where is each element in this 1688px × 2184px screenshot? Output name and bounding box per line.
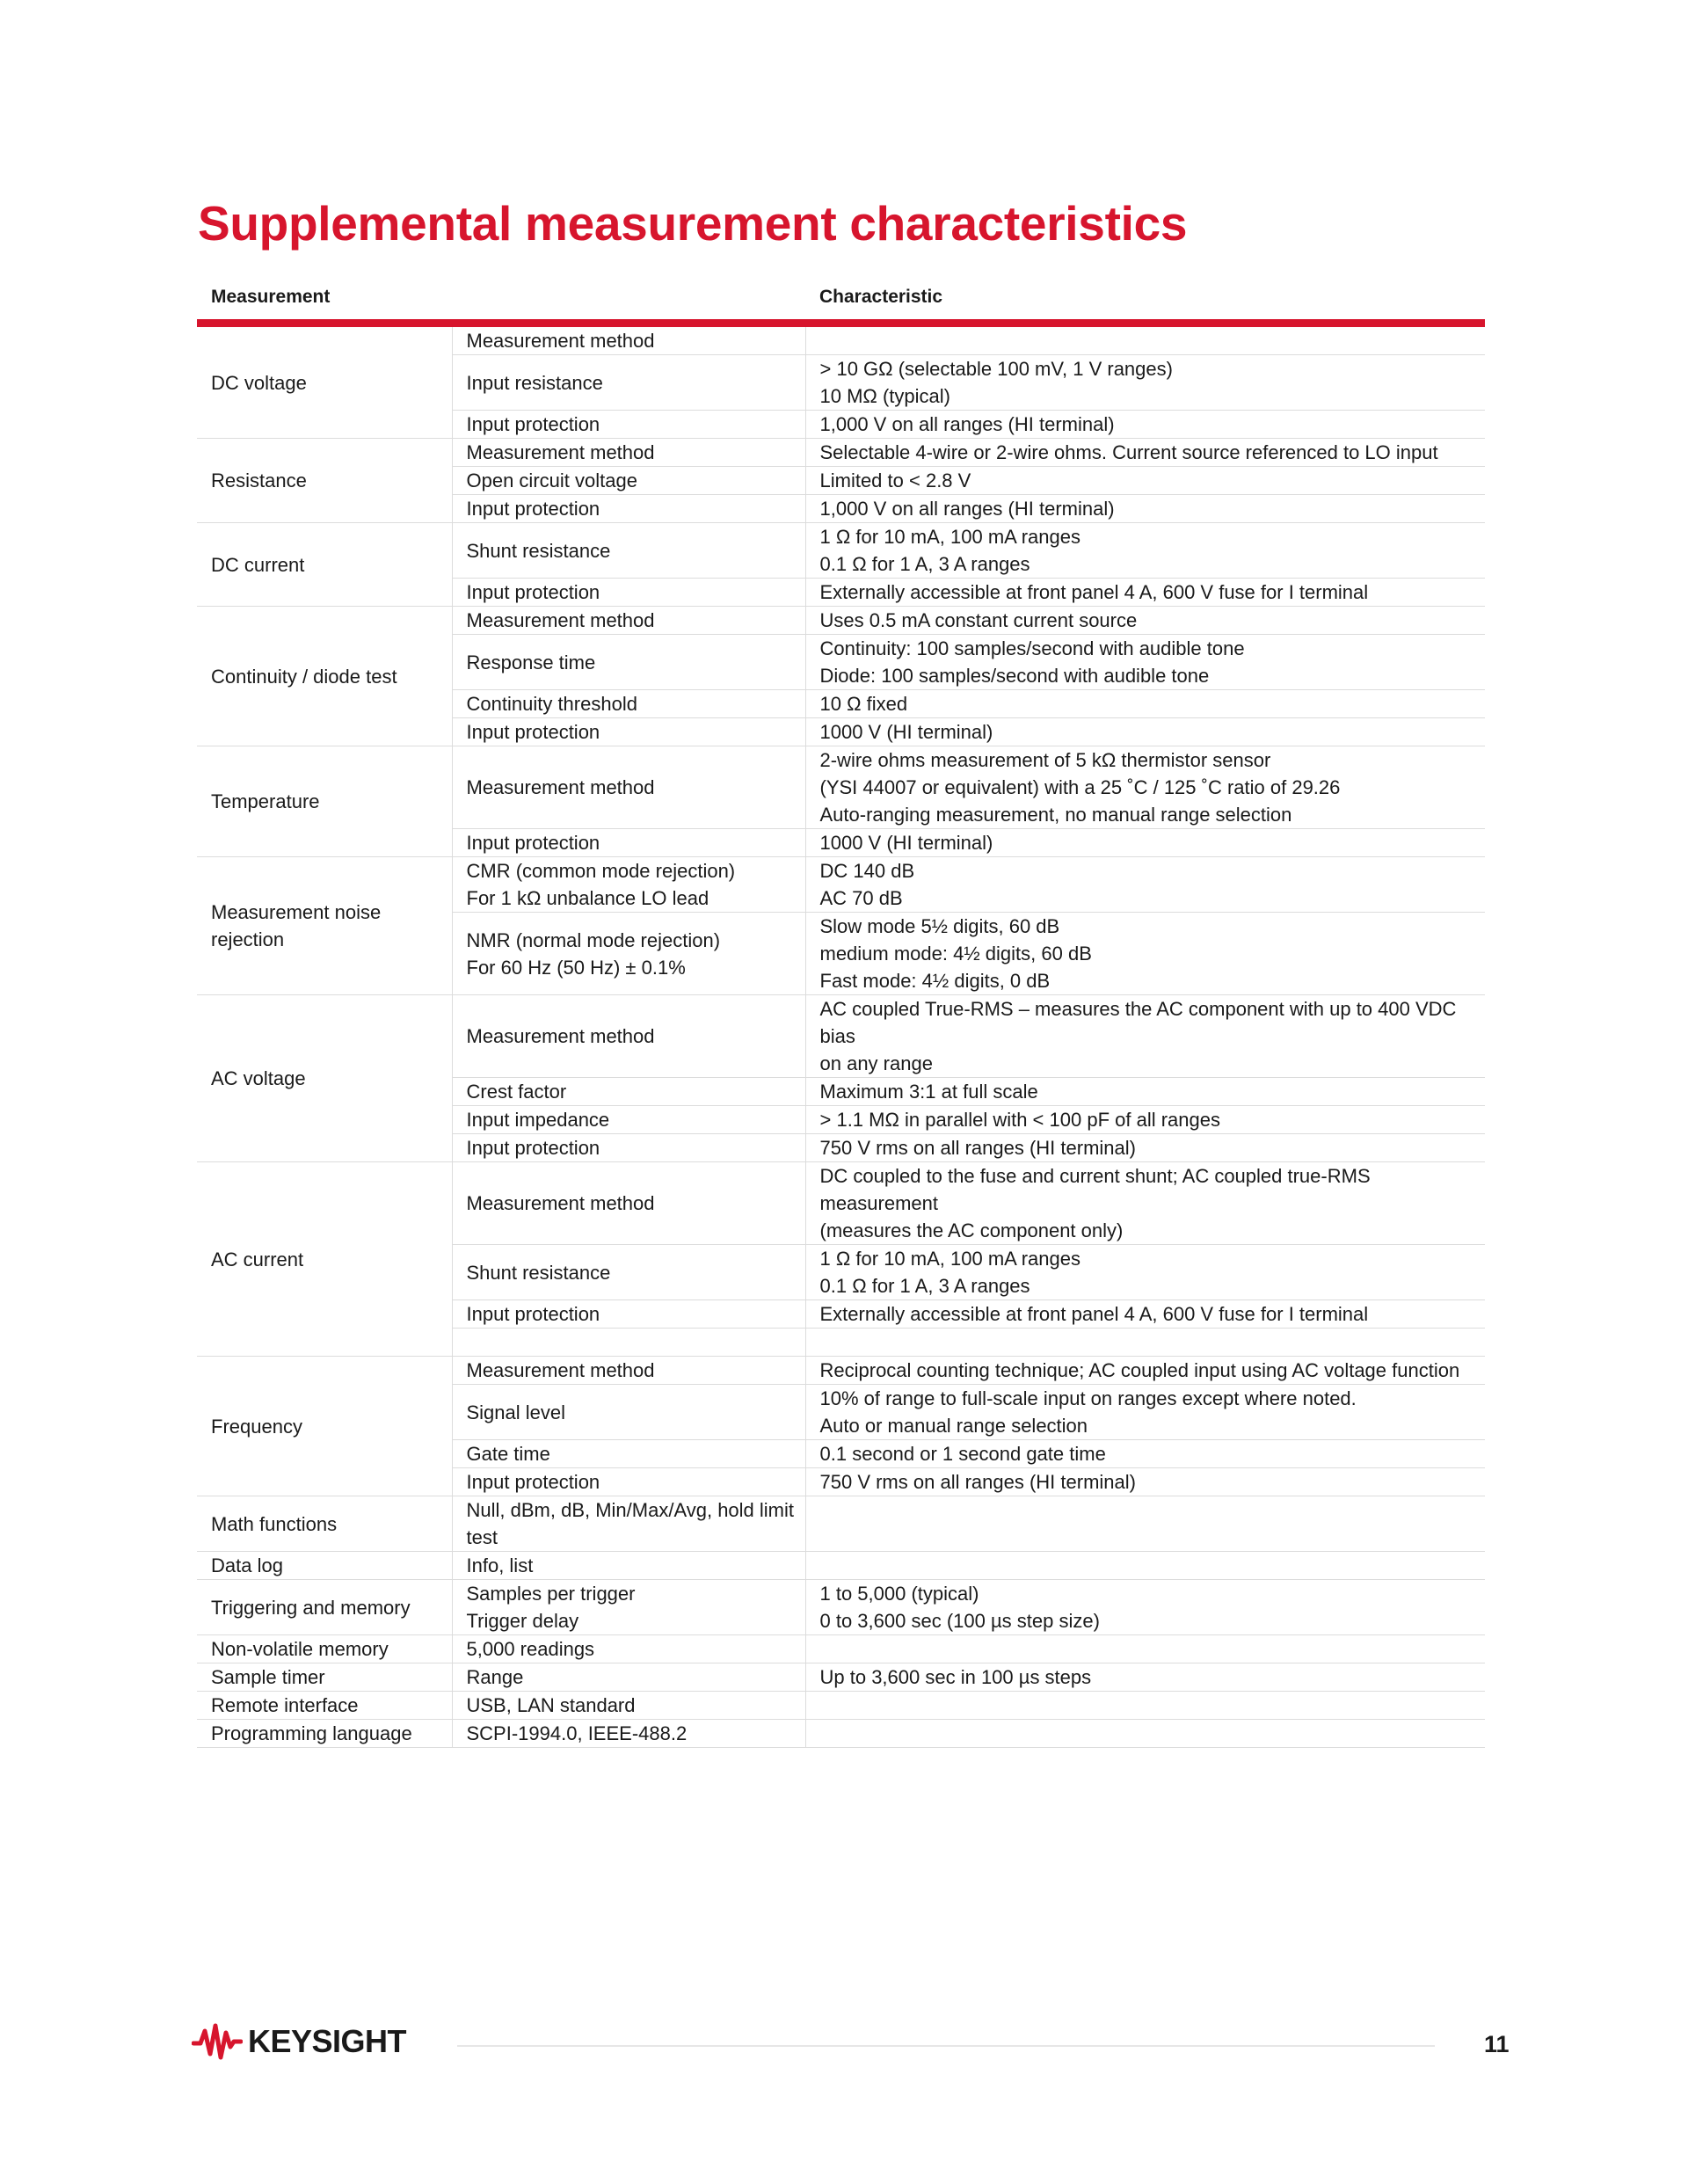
- parameter-cell: 5,000 readings: [452, 1635, 805, 1663]
- characteristic-cell: [805, 1692, 1485, 1720]
- parameter-cell: Open circuit voltage: [452, 467, 805, 495]
- keysight-logo: [192, 2022, 406, 2061]
- table-header-row: [197, 280, 1485, 324]
- characteristic-cell: Maximum 3:1 at full scale: [805, 1078, 1485, 1106]
- characteristic-cell: 1 Ω for 10 mA, 100 mA ranges 0.1 Ω for 1 A, 3 A ranges: [805, 1245, 1485, 1300]
- brand-name: KEYSIGHT: [248, 2023, 407, 2059]
- table-body: [197, 324, 1485, 1748]
- parameter-cell: Signal level: [452, 1385, 805, 1440]
- parameter-cell: Input protection: [452, 1134, 805, 1162]
- characteristic-cell: > 10 GΩ (selectable 100 mV, 1 V ranges) 10 MΩ (typical): [805, 355, 1485, 411]
- table-row: [197, 1692, 1485, 1720]
- measurement-name: Resistance: [197, 439, 452, 523]
- parameter-cell: Input protection: [452, 579, 805, 607]
- measurement-name: AC current: [197, 1162, 452, 1357]
- table-row: [197, 324, 1485, 355]
- table-row: [197, 746, 1485, 829]
- measurement-name: Frequency: [197, 1357, 452, 1496]
- table-row: [197, 857, 1485, 913]
- characteristic-cell: Uses 0.5 mA constant current source: [805, 607, 1485, 635]
- characteristic-cell: 2-wire ohms measurement of 5 kΩ thermistor sensor (YSI 44007 or equivalent) with a 25 ˚C / 125 ˚C ratio of 29.26 Auto-ranging measurement, no manual range selection: [805, 746, 1485, 829]
- parameter-cell: Measurement method: [452, 439, 805, 467]
- parameter-cell: USB, LAN standard: [452, 1692, 805, 1720]
- measurement-name: Programming language: [197, 1720, 452, 1748]
- characteristic-cell: [805, 1552, 1485, 1580]
- parameter-cell: Measurement method: [452, 1357, 805, 1385]
- parameter-cell: Input protection: [452, 1300, 805, 1329]
- parameter-cell: Crest factor: [452, 1078, 805, 1106]
- characteristic-cell: [805, 324, 1485, 355]
- measurement-name: Triggering and memory: [197, 1580, 452, 1635]
- parameter-cell: CMR (common mode rejection) For 1 kΩ unbalance LO lead: [452, 857, 805, 913]
- parameter-cell: [452, 1329, 805, 1357]
- measurement-name: Sample timer: [197, 1663, 452, 1692]
- characteristic-cell: Selectable 4-wire or 2-wire ohms. Current source referenced to LO input: [805, 439, 1485, 467]
- characteristic-cell: 1,000 V on all ranges (HI terminal): [805, 495, 1485, 523]
- parameter-cell: Input protection: [452, 411, 805, 439]
- measurement-name: Data log: [197, 1552, 452, 1580]
- parameter-cell: Input protection: [452, 718, 805, 746]
- measurement-name: AC voltage: [197, 995, 452, 1162]
- table-row: [197, 1663, 1485, 1692]
- keysight-wave-icon: [192, 2022, 243, 2061]
- parameter-cell: Null, dBm, dB, Min/Max/Avg, hold limit test: [452, 1496, 805, 1552]
- characteristic-cell: [805, 1496, 1485, 1552]
- measurement-name: Non-volatile memory: [197, 1635, 452, 1663]
- measurement-name: Remote interface: [197, 1692, 452, 1720]
- parameter-cell: Response time: [452, 635, 805, 690]
- spec-table: [197, 280, 1485, 1748]
- characteristic-cell: [805, 1635, 1485, 1663]
- parameter-cell: Continuity threshold: [452, 690, 805, 718]
- table-row: [197, 439, 1485, 467]
- parameter-cell: Measurement method: [452, 607, 805, 635]
- table-row: [197, 1357, 1485, 1385]
- measurement-name: DC voltage: [197, 324, 452, 439]
- parameter-cell: Shunt resistance: [452, 1245, 805, 1300]
- parameter-cell: Input protection: [452, 495, 805, 523]
- characteristic-cell: Up to 3,600 sec in 100 µs steps: [805, 1663, 1485, 1692]
- characteristic-cell: 10 Ω fixed: [805, 690, 1485, 718]
- parameter-cell: Measurement method: [452, 995, 805, 1078]
- table-row: [197, 1635, 1485, 1663]
- parameter-cell: Input impedance: [452, 1106, 805, 1134]
- characteristic-cell: DC 140 dB AC 70 dB: [805, 857, 1485, 913]
- header-spacer: [452, 280, 805, 324]
- table-row: [197, 1162, 1485, 1245]
- table-row: [197, 1720, 1485, 1748]
- characteristic-cell: 1,000 V on all ranges (HI terminal): [805, 411, 1485, 439]
- parameter-cell: Input resistance: [452, 355, 805, 411]
- characteristic-cell: Externally accessible at front panel 4 A, 600 V fuse for I terminal: [805, 579, 1485, 607]
- characteristic-cell: > 1.1 MΩ in parallel with < 100 pF of all ranges: [805, 1106, 1485, 1134]
- measurement-name: DC current: [197, 523, 452, 607]
- characteristic-cell: 0.1 second or 1 second gate time: [805, 1440, 1485, 1468]
- characteristic-cell: 10% of range to full-scale input on ranges except where noted. Auto or manual range selection: [805, 1385, 1485, 1440]
- header-characteristic: Characteristic: [805, 280, 1485, 324]
- page-title: Supplemental measurement characteristics: [198, 196, 1188, 251]
- page-number: 11: [1484, 2031, 1510, 2057]
- characteristic-cell: [805, 1720, 1485, 1748]
- characteristic-cell: 1 to 5,000 (typical) 0 to 3,600 sec (100 µs step size): [805, 1580, 1485, 1635]
- parameter-cell: Measurement method: [452, 1162, 805, 1245]
- characteristic-cell: 1000 V (HI terminal): [805, 829, 1485, 857]
- characteristic-cell: Continuity: 100 samples/second with audible tone Diode: 100 samples/second with audible tone: [805, 635, 1485, 690]
- characteristic-cell: 750 V rms on all ranges (HI terminal): [805, 1134, 1485, 1162]
- measurement-name: Continuity / diode test: [197, 607, 452, 746]
- measurement-name: Measurement noise rejection: [197, 857, 452, 995]
- parameter-cell: NMR (normal mode rejection) For 60 Hz (50 Hz) ± 0.1%: [452, 913, 805, 995]
- parameter-cell: Input protection: [452, 829, 805, 857]
- parameter-cell: Measurement method: [452, 324, 805, 355]
- parameter-cell: Gate time: [452, 1440, 805, 1468]
- characteristic-cell: DC coupled to the fuse and current shunt; AC coupled true-RMS measurement (measures the AC component only): [805, 1162, 1485, 1245]
- characteristic-cell: Externally accessible at front panel 4 A, 600 V fuse for I terminal: [805, 1300, 1485, 1329]
- table-row: [197, 607, 1485, 635]
- table-row: [197, 1580, 1485, 1635]
- parameter-cell: Shunt resistance: [452, 523, 805, 579]
- parameter-cell: Info, list: [452, 1552, 805, 1580]
- characteristic-cell: Limited to < 2.8 V: [805, 467, 1485, 495]
- characteristic-cell: [805, 1329, 1485, 1357]
- parameter-cell: Samples per trigger Trigger delay: [452, 1580, 805, 1635]
- characteristic-cell: 750 V rms on all ranges (HI terminal): [805, 1468, 1485, 1496]
- characteristic-cell: 1000 V (HI terminal): [805, 718, 1485, 746]
- header-measurement: Measurement: [197, 280, 452, 324]
- table-row: [197, 1496, 1485, 1552]
- table-row: [197, 995, 1485, 1078]
- characteristic-cell: AC coupled True-RMS – measures the AC component with up to 400 VDC bias on any range: [805, 995, 1485, 1078]
- parameter-cell: Input protection: [452, 1468, 805, 1496]
- characteristic-cell: Reciprocal counting technique; AC coupled input using AC voltage function: [805, 1357, 1485, 1385]
- parameter-cell: SCPI-1994.0, IEEE-488.2: [452, 1720, 805, 1748]
- table-row: [197, 523, 1485, 579]
- measurement-name: Math functions: [197, 1496, 452, 1552]
- characteristic-cell: 1 Ω for 10 mA, 100 mA ranges 0.1 Ω for 1 A, 3 A ranges: [805, 523, 1485, 579]
- measurement-name: Temperature: [197, 746, 452, 857]
- parameter-cell: Range: [452, 1663, 805, 1692]
- parameter-cell: Measurement method: [452, 746, 805, 829]
- footer-divider: [457, 2045, 1435, 2047]
- table-row: [197, 1552, 1485, 1580]
- characteristic-cell: Slow mode 5½ digits, 60 dB medium mode: 4½ digits, 60 dB Fast mode: 4½ digits, 0 dB: [805, 913, 1485, 995]
